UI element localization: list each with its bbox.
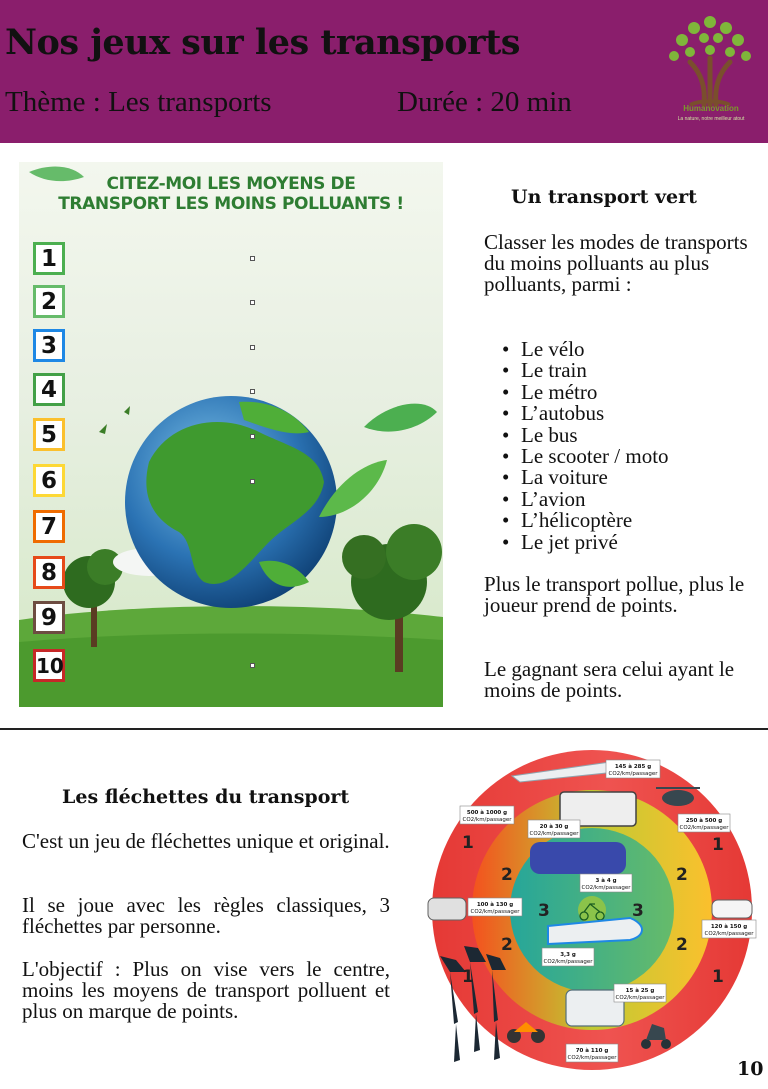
- svg-text:120 à 150 g: 120 à 150 g: [710, 924, 748, 930]
- logo-name: Humanovation: [683, 104, 739, 113]
- page-number: 10: [737, 1058, 764, 1080]
- header-banner: [0, 0, 768, 143]
- svg-text:CO2/km/passager: CO2/km/passager: [529, 831, 579, 837]
- svg-text:20 à 30 g: 20 à 30 g: [539, 824, 569, 830]
- list-item: • Le bus: [498, 425, 758, 446]
- flechettes-paragraph-1: C'est un jeu de fléchettes unique et original.: [22, 829, 390, 853]
- scoring-rule: Plus le transport pollue, plus le joueur prend de points.: [484, 572, 745, 617]
- answer-dot: [250, 434, 255, 439]
- ring-number: 1: [712, 967, 724, 987]
- svg-text:CO2/km/passager: CO2/km/passager: [704, 931, 754, 937]
- list-item: • L’hélicoptère: [498, 510, 758, 531]
- list-item: • Le jet privé: [498, 532, 758, 553]
- svg-text:500 à 1000 g: 500 à 1000 g: [466, 810, 508, 816]
- svg-text:CO2/km/passager: CO2/km/passager: [608, 771, 658, 777]
- logo-tagline: La nature, notre meilleur atout: [677, 116, 745, 122]
- list-item: • Le métro: [498, 382, 758, 403]
- ring-number: 3: [538, 901, 550, 921]
- co2-label: [614, 984, 666, 1002]
- ring-number: 2: [501, 935, 513, 955]
- dartboard-target: [420, 740, 762, 1082]
- answer-dot: [250, 300, 255, 305]
- flechettes-paragraph-2: Il se joue avec les règles classiques, 3 fléchettes par personne.: [22, 893, 390, 938]
- ring-number: 2: [501, 865, 513, 885]
- svg-text:CO2/km/passager: CO2/km/passager: [679, 825, 729, 831]
- rank-box-1: 1: [33, 242, 65, 275]
- ring-number: 2: [676, 865, 688, 885]
- rank-box-5: 5: [33, 418, 65, 451]
- section-heading-transport-vert: Un transport vert: [511, 186, 697, 208]
- ring-number: 1: [462, 967, 474, 987]
- svg-text:15 à 25 g: 15 à 25 g: [625, 988, 655, 994]
- answer-dot: [250, 389, 255, 394]
- list-item: • La voiture: [498, 467, 758, 488]
- transport-list: [498, 339, 758, 553]
- co2-label: [678, 814, 730, 832]
- co2-label: [702, 920, 756, 938]
- co2-label: [528, 820, 580, 838]
- car-icon-left: [428, 898, 466, 920]
- rank-box-8: 8: [33, 556, 65, 589]
- answer-dot: [250, 479, 255, 484]
- poster-title: [19, 174, 443, 214]
- section-heading-flechettes: Les fléchettes du transport: [62, 786, 350, 808]
- co2-label: [606, 760, 660, 778]
- svg-text:250 à 500 g: 250 à 500 g: [685, 818, 723, 824]
- rank-box-9: 9: [33, 601, 65, 634]
- car-icon-right: [712, 900, 752, 918]
- list-item: • Le train: [498, 360, 758, 381]
- poster-title-line1: CITEZ-MOI LES MOYENS DE: [106, 174, 356, 194]
- winner-rule: Le gagnant sera celui ayant le moins de points.: [484, 657, 735, 702]
- rank-box-10: 10: [33, 649, 65, 682]
- rank-box-4: 4: [33, 373, 65, 406]
- answer-dot: [250, 345, 255, 350]
- rank-box-6: 6: [33, 464, 65, 497]
- ring-number: 2: [676, 935, 688, 955]
- page-title: Nos jeux sur les transports: [5, 22, 520, 63]
- svg-text:3 à 4 g: 3 à 4 g: [595, 878, 617, 884]
- ring-number: 3: [632, 901, 644, 921]
- list-item: • Le scooter / moto: [498, 446, 758, 467]
- duration-label: Durée : 20 min: [397, 86, 572, 118]
- answer-dot: [250, 256, 255, 261]
- ring-number: 1: [712, 835, 724, 855]
- list-item: • L’avion: [498, 489, 758, 510]
- co2-label: [460, 806, 514, 824]
- list-item: • L’autobus: [498, 403, 758, 424]
- co2-label: [542, 948, 594, 966]
- theme-label: Thème : Les transports: [5, 86, 272, 118]
- svg-text:145 à 285 g: 145 à 285 g: [614, 764, 652, 770]
- svg-text:70 à 110 g: 70 à 110 g: [575, 1048, 609, 1054]
- co2-label: [566, 1044, 618, 1062]
- svg-text:CO2/km/passager: CO2/km/passager: [543, 959, 593, 965]
- rank-box-7: 7: [33, 510, 65, 543]
- svg-text:CO2/km/passager: CO2/km/passager: [615, 995, 665, 1001]
- globe-illustration: [19, 162, 443, 707]
- rank-box-2: 2: [33, 285, 65, 318]
- ring-number: 1: [462, 833, 474, 853]
- answer-dot: [250, 663, 255, 668]
- rank-box-3: 3: [33, 329, 65, 362]
- poster-title-line2: TRANSPORT LES MOINS POLLUANTS !: [58, 194, 404, 214]
- svg-text:CO2/km/passager: CO2/km/passager: [581, 885, 631, 891]
- svg-text:CO2/km/passager: CO2/km/passager: [470, 909, 520, 915]
- svg-text:CO2/km/passager: CO2/km/passager: [567, 1055, 617, 1061]
- svg-text:CO2/km/passager: CO2/km/passager: [462, 817, 512, 823]
- flechettes-paragraph-3: L'objectif : Plus on vise vers le centre, moins les moyens de transport polluent et plus on marque de points.: [22, 957, 390, 1023]
- co2-label: [468, 898, 522, 916]
- poster-image: [19, 162, 443, 707]
- svg-text:3,3 g: 3,3 g: [560, 952, 576, 958]
- svg-text:100 à 130 g: 100 à 130 g: [476, 902, 514, 908]
- metro-icon: [530, 842, 626, 874]
- list-item: • Le vélo: [498, 339, 758, 360]
- co2-label: [580, 874, 632, 892]
- section-divider: [0, 728, 768, 730]
- transport-vert-intro: Classer les modes de transports du moins polluants au plus polluants, parmi :: [484, 230, 748, 296]
